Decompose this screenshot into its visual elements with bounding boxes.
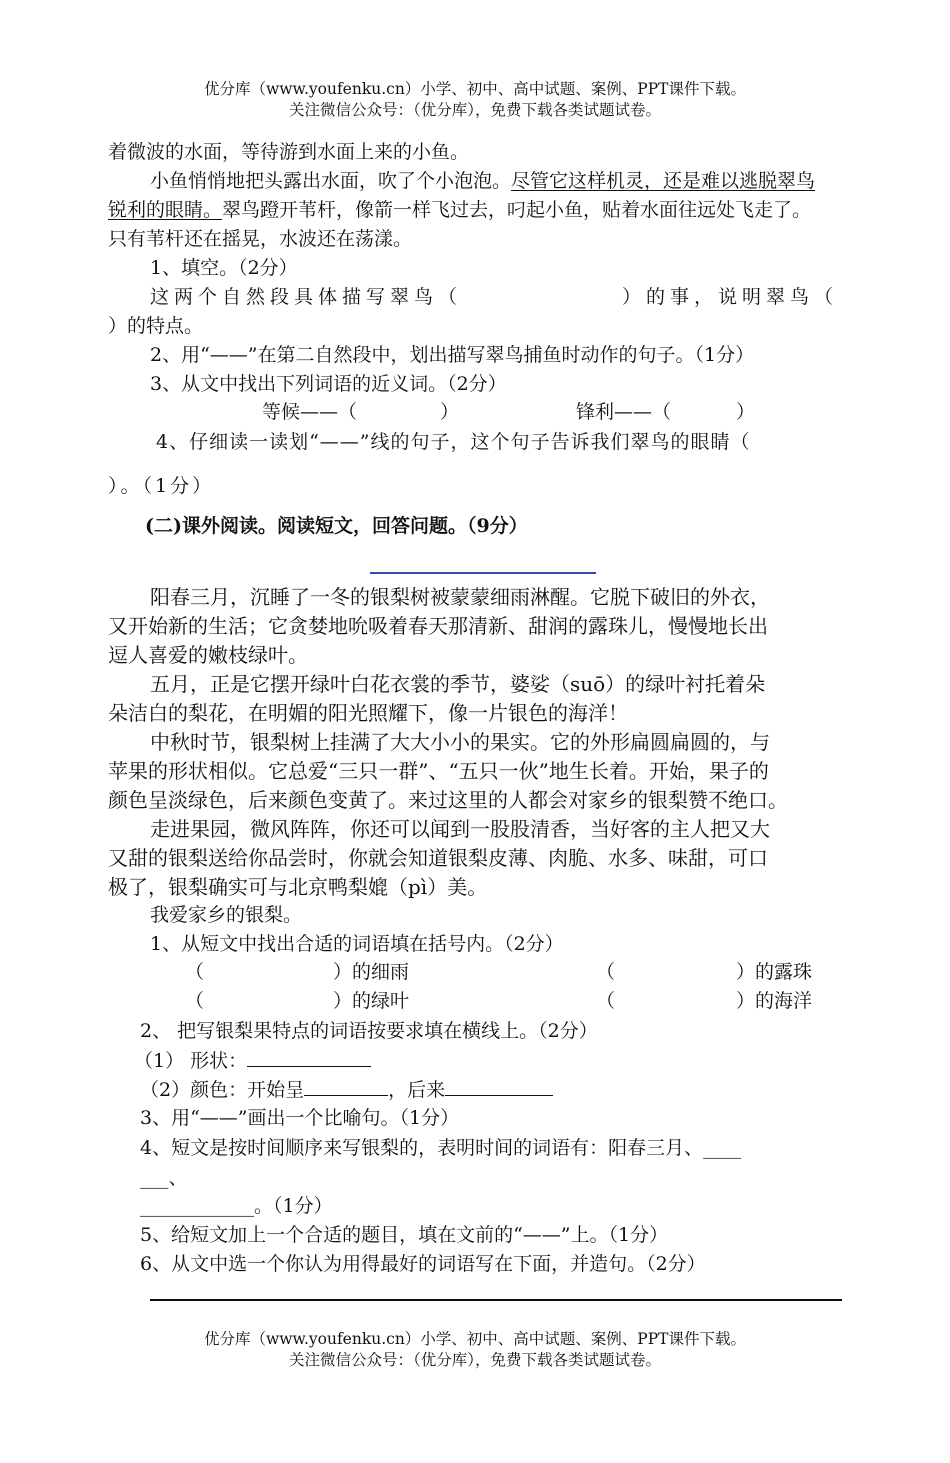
passage2-line-5: 朵洁白的梨花，在明媚的阳光照耀下，像一片银色的海洋！ [108,701,628,725]
part2-q5: 5、给短文加上一个合适的题目，填在文前的“——”上。（1分） [140,1224,669,1246]
color-label-start: （2）颜色：开始呈 [140,1079,305,1101]
color-later-blank[interactable] [445,1077,553,1096]
header-line-2: 关注微信公众号：（优分库），免费下载各类试题试卷。 [288,101,661,119]
underlined-sentence-end: 锐利的眼睛。 [108,199,223,221]
color-start-blank[interactable] [304,1077,388,1096]
color-label-later: ，后来 [388,1079,446,1101]
passage2-line-4: 五月，正是它摆开绿叶白花衣裳的季节，婆娑（suō）的绿叶衬托着朵 [150,672,766,696]
part2-q2-title: 2、 把写银梨果特点的词语按要求填在横线上。（2分） [140,1020,598,1042]
q1-line-c: ）的特点。 [108,315,204,337]
passage2-line-6: 中秋时节，银梨树上挂满了大大小小的果实。它的外形扁圆扁圆的，与 [150,730,770,754]
part2-q6: 6、从文中选一个你认为用得最好的词语写在下面，并造句。（2分） [140,1253,706,1275]
passage2-line-12: 我爱家乡的银梨。 [150,904,303,926]
passage2-line-9: 走进果园，微风阵阵，你还可以闻到一股股清香，当好客的主人把又大 [150,817,770,841]
passage2-line-10: 又甜的银梨送给你品尝时，你就会知道银梨皮薄、肉脆、水多、味甜，可口 [108,846,768,870]
underlined-sentence: 尽管它这样机灵，还是难以逃脱翠鸟 [511,170,816,192]
part2-q1-open-a: （ [185,961,205,983]
part2-q4-line-a: 4、短文是按时间顺序来写银梨的，表明时间的词语有：阳春三月、____ [140,1137,742,1159]
part2-q1-open-d: （ [596,990,616,1012]
q3-word-1: 等候——（ [262,401,358,423]
part2-q2-color [140,1077,553,1102]
part2-q1-open-b: （ [596,961,616,983]
q4-line-a: 4、仔细读一读划“——”线的句子，这个句子告诉我们翠鸟的眼睛（ [156,431,751,453]
part2-q1-d: ）的海洋 [736,990,813,1012]
q3-word-2-close: ） [736,401,756,423]
footer-line-1: 优分库（www.youfenku.cn）小学、初中、高中试题、案例、PPT课件下载。 [203,1330,747,1348]
passage1-line-2 [150,169,815,193]
part2-q4-line-c: ____________。（1分） [140,1195,333,1217]
title-blank-line [370,572,596,574]
passage1-line-4: 只有苇杆还在摇晃，水波还在荡漾。 [108,228,413,250]
part2-q4-line-b: ___、 [140,1167,188,1189]
part2-q1-title: 1、从短文中找出合适的词语填在括号内。（2分） [150,933,564,955]
q2-text: 2、用“——”在第二自然段中，划出描写翠鸟捕鱼时动作的句子。（1分） [150,344,755,366]
passage1-text: 翠鸟蹬开苇杆，像箭一样飞过去，叼起小鱼，贴着水面往远处飞走了。 [222,199,812,221]
q1-line-a: 这两个自然段具体描写翠鸟（ [150,286,463,308]
passage2-line-3: 逗人喜爱的嫩枝绿叶。 [108,643,308,667]
section-2-heading-text: (二)课外阅读。阅读短文，回答问题。（9分） [145,515,528,537]
answer-line[interactable] [150,1299,842,1301]
passage1-line-3 [108,198,811,222]
header-line-1: 优分库（www.youfenku.cn）小学、初中、高中试题、案例、PPT课件下载。 [203,80,747,98]
q3-title: 3、从文中找出下列词语的近义词。（2分） [150,373,507,395]
q3-word-2: 锋利——（ [576,401,672,423]
q1-title: 1、填空。（2分） [150,257,298,279]
passage2-line-7: 苹果的形状相似。它总爱“三只一群”、“五只一伙”地生长着。开始，果子的 [108,759,769,783]
passage1-line-1: 着微波的水面，等待游到水面上来的小鱼。 [108,141,470,163]
passage2-line-8: 颜色呈淡绿色，后来颜色变黄了。来过这里的人都会对家乡的银梨赞不绝口。 [108,788,788,812]
shape-blank[interactable] [247,1048,371,1067]
part2-q1-c: ）的绿叶 [333,990,410,1012]
part2-q2-shape [134,1048,371,1073]
passage2-line-1: 阳春三月，沉睡了一冬的银梨树被蒙蒙细雨淋醒。它脱下破旧的外衣， [150,585,770,609]
passage2-line-11: 极了，银梨确实可与北京鸭梨媲（pì）美。 [108,875,488,899]
footer-line-2: 关注微信公众号：（优分库），免费下载各类试题试卷。 [288,1351,661,1369]
part2-q1-a: ）的细雨 [333,961,410,983]
passage1-text: 小鱼悄悄地把头露出水面，吹了个小泡泡。 [150,170,512,192]
q3-word-1-close: ） [440,401,460,423]
shape-label: （1） 形状： [134,1050,248,1072]
part2-q3: 3、用“——”画出一个比喻句。（1分） [140,1107,460,1129]
q4-line-b: ）。（1分） [108,475,215,497]
section-2-heading [145,514,528,538]
passage2-line-2: 又开始新的生活；它贪婪地吮吸着春天那清新、甜润的露珠儿，慢慢地长出 [108,614,768,638]
q1-line-b: ）的事，说明翠鸟（ [622,286,839,308]
part2-q1-b: ）的露珠 [736,961,813,983]
part2-q1-open-c: （ [185,990,205,1012]
